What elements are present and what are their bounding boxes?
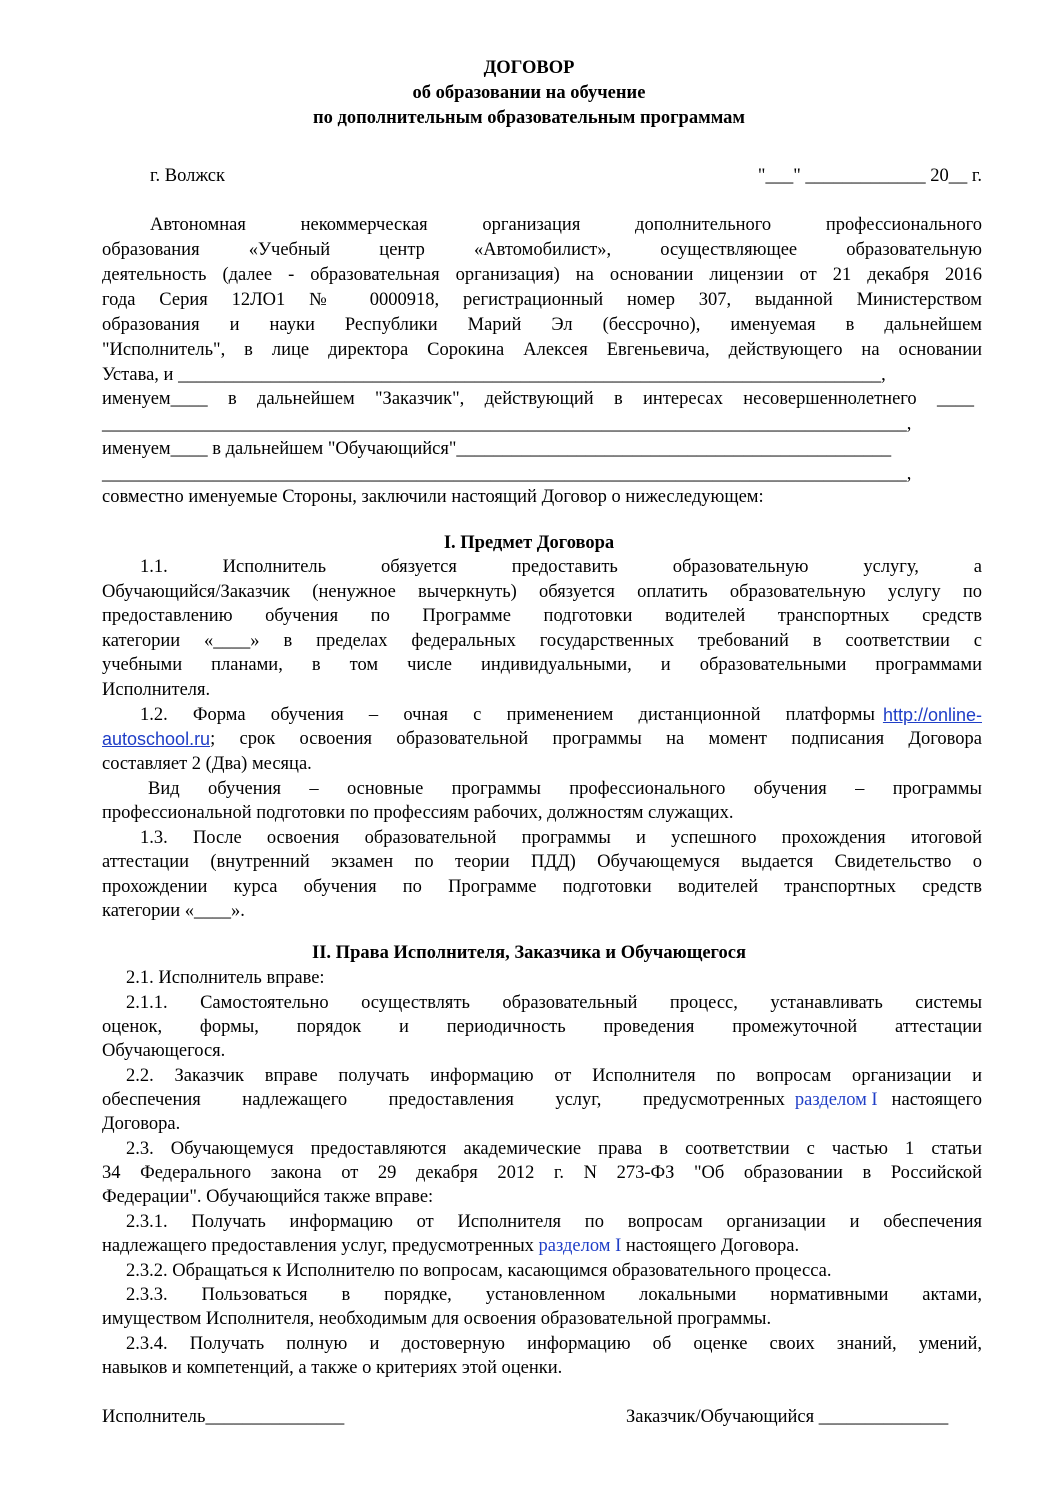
- intro-line: _______________________________________________________________________________________,: [102, 414, 912, 434]
- document-subtitle: по дополнительным образовательным программам: [312, 108, 746, 128]
- paragraph-text: ; срок освоения образовательной программы на момент подписания Договора: [210, 729, 982, 749]
- document-subtitle: об образовании на обучение: [412, 83, 646, 103]
- paragraph-line: 2.3.1. Получать информацию от Исполнителя по вопросам организации и обеспечения: [126, 1212, 982, 1232]
- paragraph-line: оценок, формы, порядок и периодичность проведения промежуточной аттестации: [102, 1017, 982, 1037]
- section-heading: II. Права Исполнителя, Заказчика и Обучающегося: [312, 943, 746, 963]
- paragraph-line: 1.3. После освоения образовательной программы и успешного прохождения итоговой: [140, 828, 982, 848]
- paragraph-line: 2.1. Исполнитель вправе:: [126, 968, 325, 988]
- intro-line: деятельность (далее - образовательная организация) на основании лицензии от 21 декабря 2016: [102, 265, 982, 285]
- paragraph-text: 1.2. Форма обучения – очная с применением дистанционной платформы: [140, 705, 875, 725]
- signature-executor: Исполнитель_______________: [102, 1407, 345, 1427]
- section-heading: I. Предмет Договора: [443, 533, 615, 553]
- paragraph-text: обеспечения надлежащего предоставления услуг, предусмотренных: [102, 1090, 785, 1110]
- paragraph-line: Обучающегося.: [102, 1041, 226, 1061]
- paragraph-line: имуществом Исполнителя, необходимым для освоения образовательной программы.: [102, 1309, 772, 1329]
- paragraph-line: прохождении курса обучения по Программе подготовки водителей транспортных средств: [102, 877, 982, 897]
- intro-line: Устава, и ____________________________________________________________________________,: [102, 365, 886, 385]
- intro-line: "Исполнитель", в лице директора Сорокина Алексея Евгеньевича, действующего на основании: [102, 340, 982, 360]
- paragraph-line: Вид обучения – основные программы профессионального обучения – программы: [148, 779, 982, 799]
- intro-line: образования «Учебный центр «Автомобилист», осуществляющее образовательную: [102, 240, 982, 260]
- paragraph-line: Исполнителя.: [102, 680, 211, 700]
- paragraph-line: Федерации". Обучающийся также вправе:: [102, 1187, 434, 1207]
- platform-link[interactable]: autoschool.ru: [102, 729, 211, 749]
- paragraph-line: [102, 1234, 799, 1259]
- paragraph-line: [102, 1088, 982, 1113]
- paragraph-line: предоставлению обучения по Программе подготовки водителей транспортных средств: [102, 606, 982, 626]
- paragraph-line: Обучающийся/Заказчик (ненужное вычеркнуть) обязуется оплатить образовательную услугу по: [102, 582, 982, 602]
- paragraph-line: 2.2. Заказчик вправе получать информацию от Исполнителя по вопросам организации и: [126, 1066, 982, 1086]
- intro-line: совместно именуемые Стороны, заключили настоящий Договор о нижеследующем:: [102, 487, 764, 507]
- signature-customer: Заказчик/Обучающийся ______________: [626, 1407, 949, 1427]
- paragraph-line: 2.1.1. Самостоятельно осуществлять образовательный процесс, устанавливать системы: [126, 993, 982, 1013]
- paragraph-line: категории «____» в пределах федеральных государственных требований в соответствии с: [102, 631, 982, 651]
- paragraph-line: категории «____».: [102, 901, 245, 921]
- paragraph-text: надлежащего предоставления услуг, предусмотренных: [102, 1236, 534, 1256]
- paragraph-line: профессиональной подготовки по профессиям рабочих, должностям служащих.: [102, 803, 734, 823]
- paragraph-line: 2.3.3. Пользоваться в порядке, установленном локальными нормативными актами,: [126, 1285, 982, 1305]
- intro-line: образования и науки Республики Марий Эл (бессрочно), именуемая в дальнейшем: [102, 315, 982, 335]
- section-link[interactable]: разделом I: [794, 1090, 878, 1110]
- intro-line: именуем____ в дальнейшем "Обучающийся"_______________________________________________: [102, 439, 892, 459]
- document-title: ДОГОВОР: [483, 58, 575, 78]
- city: г. Волжск: [150, 166, 225, 186]
- intro-line: _______________________________________________________________________________________,: [102, 464, 912, 484]
- contract-date: "___" _____________ 20__ г.: [757, 166, 982, 186]
- paragraph-line: 1.1. Исполнитель обязуется предоставить образовательную услугу, а: [140, 557, 982, 577]
- intro-line: Автономная некоммерческая организация дополнительного профессионального: [150, 215, 982, 235]
- paragraph-line: составляет 2 (Два) месяца.: [102, 754, 312, 774]
- paragraph-line: [102, 727, 982, 752]
- intro-line: именуем____ в дальнейшем "Заказчик", действующий в интересах несовершеннолетнего ____: [102, 389, 974, 409]
- paragraph-line: 34 Федерального закона от 29 декабря 2012 г. N 273-ФЗ "Об образовании в Российской: [102, 1163, 982, 1183]
- intro-line: года Серия 12ЛО1 № 0000918, регистрационный номер 307, выданной Министерством: [102, 290, 982, 310]
- paragraph-text: настоящего Договора.: [625, 1236, 800, 1256]
- section-link[interactable]: разделом I: [538, 1236, 622, 1256]
- paragraph-line: [140, 703, 982, 728]
- paragraph-line: Договора.: [102, 1114, 181, 1134]
- paragraph-line: учебными планами, в том числе индивидуальными, и образовательными программами: [102, 655, 982, 675]
- platform-link[interactable]: http://online-: [882, 705, 982, 725]
- paragraph-line: 2.3.2. Обращаться к Исполнителю по вопросам, касающимся образовательного процесса.: [126, 1261, 832, 1281]
- paragraph-line: 2.3. Обучающемуся предоставляются академические права в соответствии с частью 1 статьи: [126, 1139, 982, 1159]
- paragraph-line: навыков и компетенций, а также о критериях этой оценки.: [102, 1358, 563, 1378]
- paragraph-text: настоящего: [891, 1090, 982, 1110]
- paragraph-line: аттестации (внутренний экзамен по теории ПДД) Обучающемуся выдается Свидетельство о: [102, 852, 982, 872]
- paragraph-line: 2.3.4. Получать полную и достоверную информацию об оценке своих знаний, умений,: [126, 1334, 982, 1354]
